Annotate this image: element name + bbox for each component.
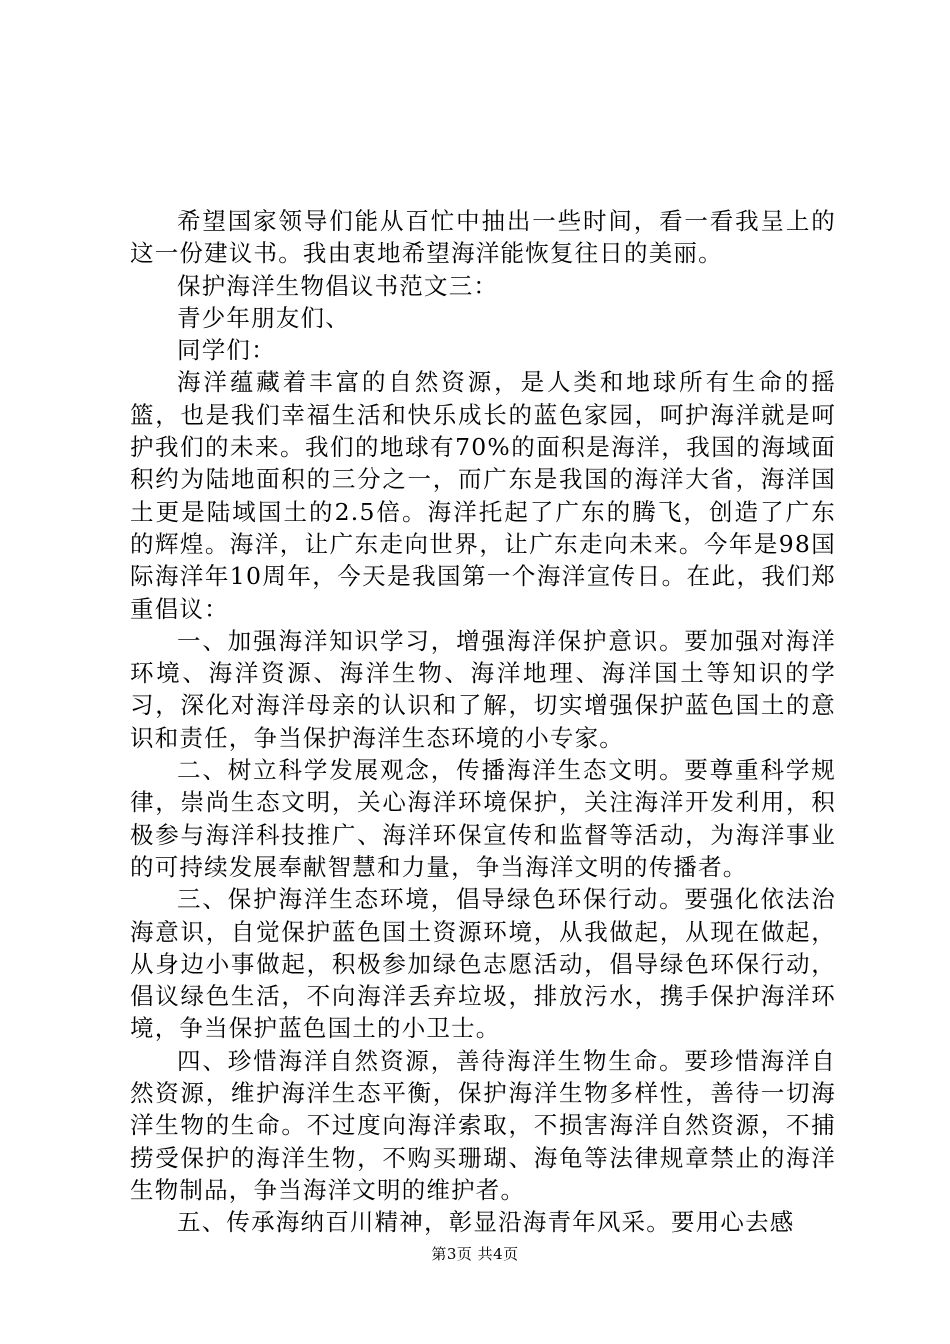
paragraph-closing-wish: 希望国家领导们能从百忙中抽出一些时间，看一看我呈上的这一份建议书。我由衷地希望海洋能恢复往日的美丽。 (130, 207, 836, 268)
page-number-footer: 第3页 共4页 (431, 1245, 519, 1263)
paragraph-introduction: 海洋蕴藏着丰富的自然资源，是人类和地球所有生命的摇篮，也是我们幸福生活和快乐成长的蓝色家园，呵护海洋就是呵护我们的未来。我们的地球有70%的面积是海洋，我国的海域面积约为陆地面积的三分之一，而广东是我国的海洋大省，海洋国土更是陆域国土的2.5倍。海洋托起了广东的腾飞，创造了广东的辉煌。海洋，让广东走向世界，让广东走向未来。今年是98国际海洋年10周年，今天是我国第一个海洋宣传日。在此，我们郑重倡议： (130, 368, 836, 623)
paragraph-salutation-youth: 青少年朋友们、 (177, 303, 350, 332)
document-body (130, 205, 836, 1239)
paragraph-proposal-4: 四、珍惜海洋自然资源，善待海洋生物生命。要珍惜海洋自然资源，维护海洋生态平衡，保护海洋生物多样性，善待一切海洋生物的生命。不过度向海洋索取，不损害海洋自然资源，不捕捞受保护的海洋生物，不购买珊瑚、海龟等法律规章禁止的海洋生物制品，争当海洋文明的维护者。 (130, 1046, 836, 1204)
paragraph-salutation-students: 同学们： (177, 336, 276, 365)
paragraph-proposal-2: 二、树立科学发展观念，传播海洋生态文明。要尊重科学规律，崇尚生态文明，关心海洋环境保护，关注海洋开发利用，积极参与海洋科技推广、海洋环保宣传和监督等活动，为海洋事业的可持续发展奉献智慧和力量，争当海洋文明的传播者。 (130, 756, 836, 881)
paragraph-proposal-3: 三、保护海洋生态环境，倡导绿色环保行动。要强化依法治海意识，自觉保护蓝色国土资源环境，从我做起，从现在做起，从身边小事做起，积极参加绿色志愿活动，倡导绿色环保行动，倡议绿色生活，不向海洋丢弃垃圾，排放污水，携手保护海洋环境，争当保护蓝色国土的小卫士。 (130, 885, 836, 1043)
paragraph-section-title: 保护海洋生物倡议书范文三： (177, 271, 499, 300)
paragraph-proposal-1: 一、加强海洋知识学习，增强海洋保护意识。要加强对海洋环境、海洋资源、海洋生物、海洋地理、海洋国土等知识的学习，深化对海洋母亲的认识和了解，切实增强保护蓝色国土的意识和责任，争当保护海洋生态环境的小专家。 (130, 626, 836, 752)
paragraph-proposal-5: 五、传承海纳百川精神，彰显沿海青年风采。要用心去感 (177, 1208, 795, 1237)
